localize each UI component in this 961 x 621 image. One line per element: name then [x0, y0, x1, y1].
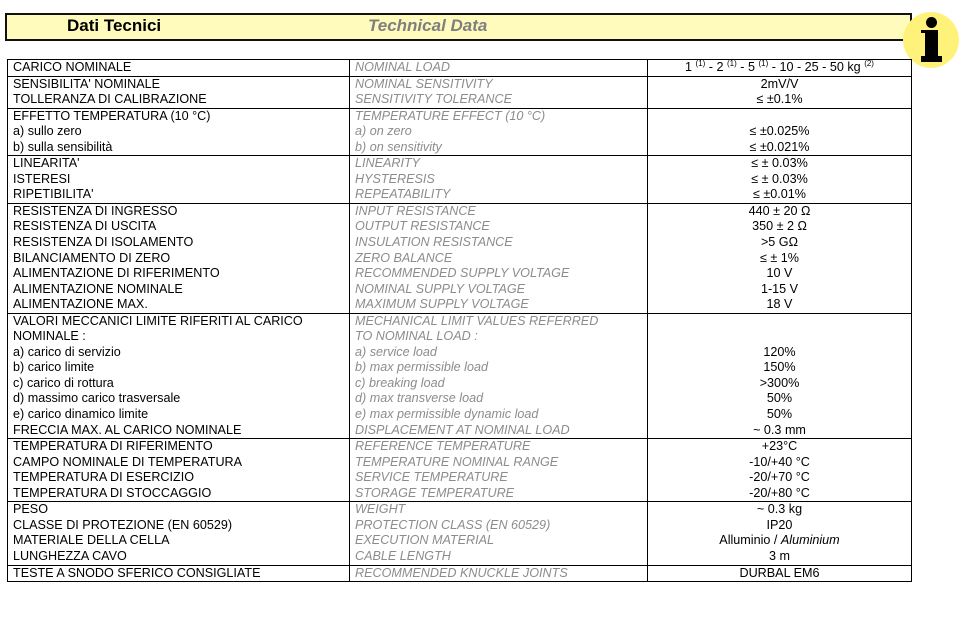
spec-label-it: LINEARITA' — [8, 156, 350, 172]
spec-value: ≤ ± 0.03% — [648, 156, 912, 172]
spec-label-en: REPEATABILITY — [350, 187, 648, 203]
table-row — [8, 455, 912, 471]
spec-label-en: b) max permissible load — [350, 360, 648, 376]
spec-value: 440 ± 20 Ω — [648, 203, 912, 219]
spec-value: IP20 — [648, 518, 912, 534]
spec-label-it: TEMPERATURA DI RIFERIMENTO — [8, 439, 350, 455]
table-row — [8, 565, 912, 582]
spec-label-it: ISTERESI — [8, 172, 350, 188]
spec-value: 3 m — [648, 549, 912, 565]
table-row — [8, 549, 912, 565]
spec-label-it: e) carico dinamico limite — [8, 407, 350, 423]
table-row — [8, 108, 912, 124]
spec-label-en: RECOMMENDED KNUCKLE JOINTS — [350, 565, 648, 582]
table-row — [8, 407, 912, 423]
spec-value — [648, 329, 912, 345]
spec-value: ≤ ±0.025% — [648, 124, 912, 140]
spec-label-it: RESISTENZA DI ISOLAMENTO — [8, 235, 350, 251]
spec-label-en: TO NOMINAL LOAD : — [350, 329, 648, 345]
spec-value: DURBAL EM6 — [648, 565, 912, 582]
spec-label-en: TEMPERATURE EFFECT (10 °C) — [350, 108, 648, 124]
table-row — [8, 203, 912, 219]
table-row — [8, 470, 912, 486]
technical-data-table — [7, 59, 912, 582]
spec-value: ≤ ±0.01% — [648, 187, 912, 203]
spec-section — [8, 502, 912, 565]
spec-value: 1-15 V — [648, 282, 912, 298]
spec-label-it: CLASSE DI PROTEZIONE (EN 60529) — [8, 518, 350, 534]
spec-label-it: MATERIALE DELLA CELLA — [8, 533, 350, 549]
spec-label-en: REFERENCE TEMPERATURE — [350, 439, 648, 455]
spec-label-en: PROTECTION CLASS (EN 60529) — [350, 518, 648, 534]
spec-value: ≤ ± 1% — [648, 251, 912, 267]
table-row — [8, 124, 912, 140]
table-row — [8, 360, 912, 376]
spec-value: 1 $^{(1)}$ - 2 $^{(1)}$ - 5 $^{(1)}$ - 10 - 25 - 50 kg $^{(2)}$ — [648, 60, 912, 77]
table-row — [8, 439, 912, 455]
table-row — [8, 297, 912, 313]
spec-label-en: WEIGHT — [350, 502, 648, 518]
spec-value: ~ 0.3 mm — [648, 423, 912, 439]
table-row — [8, 423, 912, 439]
table-row — [8, 533, 912, 549]
table-row — [8, 345, 912, 361]
table-row — [8, 502, 912, 518]
table-row — [8, 172, 912, 188]
spec-label-it: ALIMENTAZIONE MAX. — [8, 297, 350, 313]
spec-label-it: a) carico di servizio — [8, 345, 350, 361]
spec-value: >300% — [648, 376, 912, 392]
spec-label-en: RECOMMENDED SUPPLY VOLTAGE — [350, 266, 648, 282]
spec-label-it: b) carico limite — [8, 360, 350, 376]
table-row — [8, 376, 912, 392]
table-row — [8, 486, 912, 502]
table-row — [8, 235, 912, 251]
spec-value: 18 V — [648, 297, 912, 313]
spec-value — [648, 313, 912, 329]
table-row — [8, 329, 912, 345]
spec-label-it: PESO — [8, 502, 350, 518]
spec-section — [8, 60, 912, 77]
spec-value: -20/+80 °C — [648, 486, 912, 502]
spec-label-en: DISPLACEMENT AT NOMINAL LOAD — [350, 423, 648, 439]
spec-label-it: RIPETIBILITA' — [8, 187, 350, 203]
spec-label-en: LINEARITY — [350, 156, 648, 172]
spec-value: -10/+40 °C — [648, 455, 912, 471]
spec-value-alt: Aluminium — [780, 533, 840, 548]
spec-section — [8, 565, 912, 582]
table-row — [8, 266, 912, 282]
table-row — [8, 313, 912, 329]
header-title-it: Dati Tecnici — [67, 16, 162, 35]
spec-value: +23°C — [648, 439, 912, 455]
spec-label-en: SERVICE TEMPERATURE — [350, 470, 648, 486]
spec-label-en: INPUT RESISTANCE — [350, 203, 648, 219]
spec-label-it: b) sulla sensibilità — [8, 140, 350, 156]
spec-label-en: MAXIMUM SUPPLY VOLTAGE — [350, 297, 648, 313]
spec-label-it: VALORI MECCANICI LIMITE RIFERITI AL CARICO — [8, 313, 350, 329]
spec-value: 50% — [648, 391, 912, 407]
spec-label-en: STORAGE TEMPERATURE — [350, 486, 648, 502]
spec-label-it: LUNGHEZZA CAVO — [8, 549, 350, 565]
spec-section — [8, 439, 912, 502]
spec-label-en: NOMINAL SENSITIVITY — [350, 76, 648, 92]
spec-value: 350 ± 2 Ω — [648, 219, 912, 235]
spec-label-en: e) max permissible dynamic load — [350, 407, 648, 423]
table-row — [8, 76, 912, 92]
spec-section — [8, 156, 912, 204]
spec-label-en: NOMINAL LOAD — [350, 60, 648, 77]
spec-label-en: a) service load — [350, 345, 648, 361]
table-row — [8, 140, 912, 156]
spec-value: 50% — [648, 407, 912, 423]
spec-label-it: EFFETTO TEMPERATURA (10 °C) — [8, 108, 350, 124]
spec-value: 10 V — [648, 266, 912, 282]
header-title-en: Technical Data — [368, 16, 488, 35]
spec-label-it: a) sullo zero — [8, 124, 350, 140]
spec-value: Alluminio / Aluminium — [648, 533, 912, 549]
spec-label-it: BILANCIAMENTO DI ZERO — [8, 251, 350, 267]
spec-label-it: SENSIBILITA' NOMINALE — [8, 76, 350, 92]
spec-label-it: NOMINALE : — [8, 329, 350, 345]
spec-label-en: b) on sensitivity — [350, 140, 648, 156]
spec-label-it: RESISTENZA DI INGRESSO — [8, 203, 350, 219]
spec-label-en: CABLE LENGTH — [350, 549, 648, 565]
spec-value: ~ 0.3 kg — [648, 502, 912, 518]
table-row — [8, 282, 912, 298]
spec-value: 150% — [648, 360, 912, 376]
spec-label-en: d) max transverse load — [350, 391, 648, 407]
spec-label-en: INSULATION RESISTANCE — [350, 235, 648, 251]
spec-label-en: MECHANICAL LIMIT VALUES REFERRED — [350, 313, 648, 329]
spec-label-en: SENSITIVITY TOLERANCE — [350, 92, 648, 108]
spec-label-it: TEMPERATURA DI STOCCAGGIO — [8, 486, 350, 502]
table-row — [8, 219, 912, 235]
table-row — [8, 518, 912, 534]
spec-value: -20/+70 °C — [648, 470, 912, 486]
table-row — [8, 187, 912, 203]
table-row — [8, 92, 912, 108]
spec-section — [8, 313, 912, 438]
spec-label-it: RESISTENZA DI USCITA — [8, 219, 350, 235]
table-row — [8, 60, 912, 77]
spec-label-it: CAMPO NOMINALE DI TEMPERATURA — [8, 455, 350, 471]
table-row — [8, 391, 912, 407]
spec-label-en: OUTPUT RESISTANCE — [350, 219, 648, 235]
section-header — [5, 13, 912, 41]
spec-label-it: FRECCIA MAX. AL CARICO NOMINALE — [8, 423, 350, 439]
spec-value: ≤ ±0.021% — [648, 140, 912, 156]
spec-label-en: NOMINAL SUPPLY VOLTAGE — [350, 282, 648, 298]
spec-label-it: CARICO NOMINALE — [8, 60, 350, 77]
spec-label-en: c) breaking load — [350, 376, 648, 392]
spec-value: ≤ ±0.1% — [648, 92, 912, 108]
table-row — [8, 156, 912, 172]
spec-value: ≤ ± 0.03% — [648, 172, 912, 188]
spec-label-en: a) on zero — [350, 124, 648, 140]
spec-label-it: d) massimo carico trasversale — [8, 391, 350, 407]
spec-value — [648, 108, 912, 124]
spec-label-it: TOLLERANZA DI CALIBRAZIONE — [8, 92, 350, 108]
spec-label-en: ZERO BALANCE — [350, 251, 648, 267]
spec-label-it: TEMPERATURA DI ESERCIZIO — [8, 470, 350, 486]
spec-label-en: HYSTERESIS — [350, 172, 648, 188]
spec-label-it: TESTE A SNODO SFERICO CONSIGLIATE — [8, 565, 350, 582]
spec-section — [8, 108, 912, 156]
spec-label-it: ALIMENTAZIONE DI RIFERIMENTO — [8, 266, 350, 282]
table-row — [8, 251, 912, 267]
spec-section — [8, 76, 912, 108]
spec-label-it: c) carico di rottura — [8, 376, 350, 392]
spec-value: >5 GΩ — [648, 235, 912, 251]
spec-label-en: EXECUTION MATERIAL — [350, 533, 648, 549]
spec-label-en: TEMPERATURE NOMINAL RANGE — [350, 455, 648, 471]
spec-value: 2mV/V — [648, 76, 912, 92]
spec-section — [8, 203, 912, 313]
spec-value: 120% — [648, 345, 912, 361]
spec-label-it: ALIMENTAZIONE NOMINALE — [8, 282, 350, 298]
